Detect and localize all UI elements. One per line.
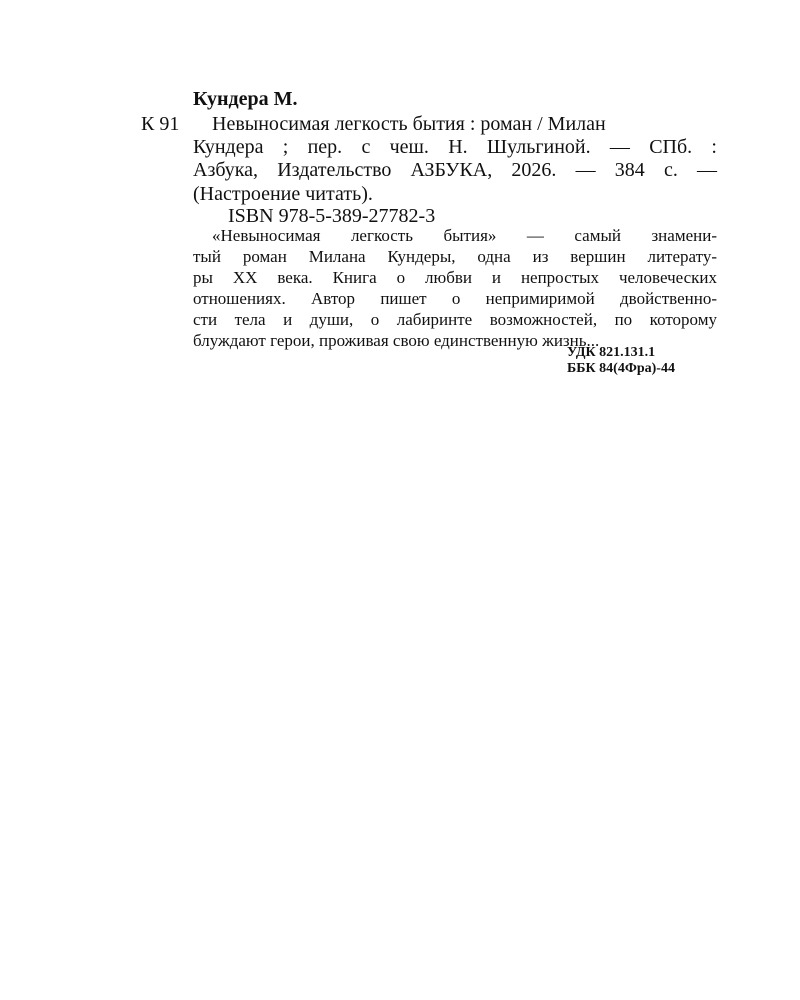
- author-code: К 91: [141, 113, 180, 135]
- bbk-index: ББК 84(4Фра)-44: [567, 361, 675, 376]
- description-line: Кундера ; пер. с чеш. Н. Шульгиной. — СПб. :: [193, 136, 717, 158]
- description-line: Невыносимая легкость бытия : роман / Милан: [212, 113, 606, 135]
- annotation-line: «Невыносимая легкость бытия» — самый знамени-: [212, 226, 717, 245]
- annotation-line: отношениях. Автор пишет о непримиримой двойственно-: [193, 289, 717, 308]
- author-heading: Кундера М.: [193, 88, 298, 110]
- annotation-line: тый роман Милана Кундеры, одна из вершин литерату-: [193, 247, 717, 266]
- description-line: (Настроение читать).: [193, 183, 373, 205]
- annotation-line: ры XX века. Книга о любви и непростых человеческих: [193, 268, 717, 287]
- annotation-line: блуждают герои, проживая свою единственную жизнь...: [193, 331, 600, 350]
- isbn-line: ISBN 978-5-389-27782-3: [228, 205, 436, 227]
- udk-index: УДК 821.131.1: [567, 345, 656, 360]
- annotation-line: сти тела и души, о лабиринте возможностей, по которому: [193, 310, 717, 329]
- description-line: Азбука, Издательство АЗБУКА, 2026. — 384 с. —: [193, 159, 717, 181]
